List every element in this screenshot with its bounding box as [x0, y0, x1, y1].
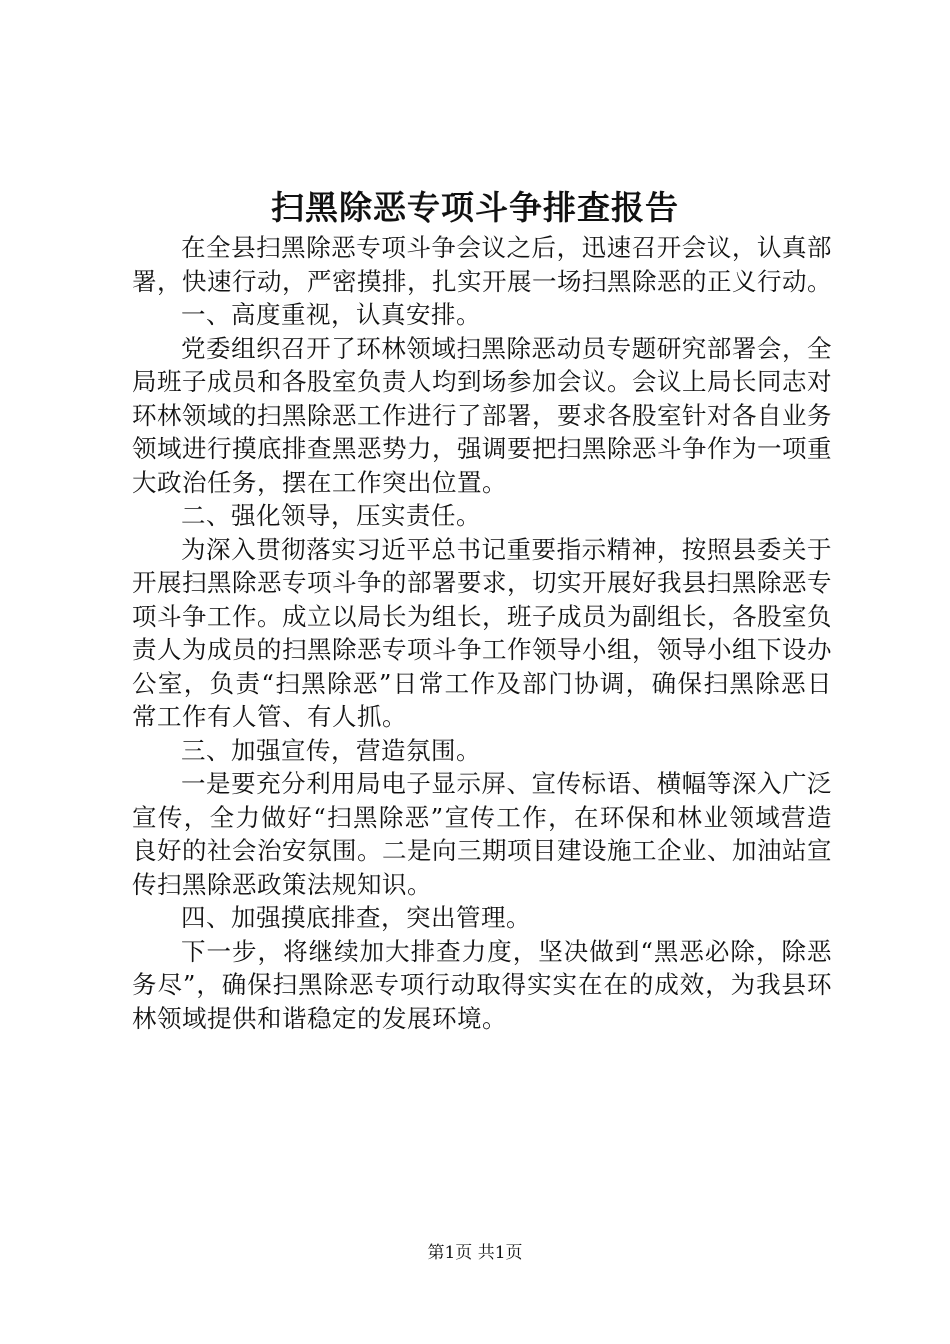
document-body — [132, 231, 832, 1035]
page-footer: 第1页 共1页 — [427, 1243, 523, 1263]
section-heading-4: 四、加强摸底排查，突出管理。 — [181, 903, 531, 932]
paragraph-section-3: 一是要充分利用局电子显示屏、宣传标语、横幅等深入广泛宣传，全力做好“扫黑除恶”宣传工作，在环保和林业领域营造良好的社会治安氛围。二是向三期项目建设施工企业、加油站宣传扫黑除恶政策法规知识。 — [132, 769, 832, 899]
section-heading-3: 三、加强宣传，营造氛围。 — [181, 735, 481, 765]
paragraph-intro: 在全县扫黑除恶专项斗争会议之后，迅速召开会议，认真部署，快速行动，严密摸排，扎实开展一场扫黑除恶的正义行动。 — [132, 233, 832, 296]
paragraph-section-1: 党委组织召开了环林领域扫黑除恶动员专题研究部署会，全局班子成员和各股室负责人均到场参加会议。会议上局长同志对环林领域的扫黑除恶工作进行了部署，要求各股室针对各自业务领域进行摸底排查黑恶势力，强调要把扫黑除恶斗争作为一项重大政治任务，摆在工作突出位置。 — [132, 333, 832, 497]
paragraph-section-2: 为深入贯彻落实习近平总书记重要指示精神，按照县委关于开展扫黑除恶专项斗争的部署要求，切实开展好我县扫黑除恶专项斗争工作。成立以局长为组长，班子成员为副组长，各股室负责人为成员的扫黑除恶专项斗争工作领导小组，领导小组下设办公室，负责“扫黑除恶”日常工作及部门协调，确保扫黑除恶日常工作有人管、有人抓。 — [132, 534, 832, 731]
document-title: 扫黑除恶专项斗争排查报告 — [271, 188, 679, 227]
section-heading-1: 一、高度重视，认真安排。 — [181, 300, 481, 329]
paragraph-section-4: 下一步，将继续加大排查力度，坚决做到“黑恶必除，除恶务尽”，确保扫黑除恶专项行动取得实实在在的成效，为我县环林领域提供和谐稳定的发展环境。 — [132, 936, 832, 1033]
section-heading-2: 二、强化领导，压实责任。 — [181, 501, 481, 530]
